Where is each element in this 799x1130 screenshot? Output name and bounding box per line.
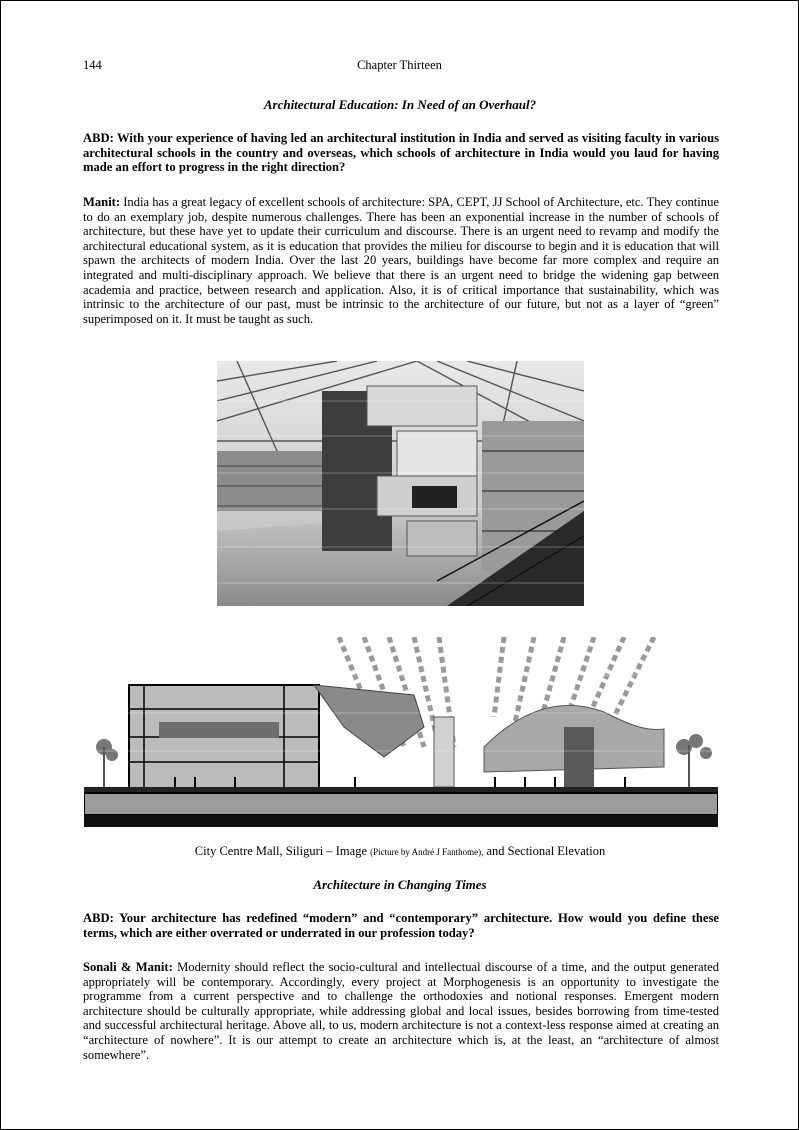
answer-2-speaker: Sonali & Manit: [83, 960, 178, 974]
sectional-elevation-drawing [84, 637, 718, 827]
page-number: 144 [83, 58, 102, 72]
caption-main: City Centre Mall, Siliguri – Image [194, 844, 371, 858]
answer-2 [83, 960, 719, 1062]
caption-end: and Sectional Elevation [483, 844, 606, 858]
figure-caption [83, 844, 717, 859]
atrium-photograph [217, 361, 584, 606]
question-1: ABD: With your experience of having led an architectural institution in India and served as visiting faculty in various architectural schools in the country and overseas, which schools of architecture in India would you laud for having made an effort to progress in the right direction? [83, 131, 719, 175]
answer-2-text: Modernity should reflect the socio-cultural and intellectual discourse of a time, and the output generated appropriately will be contemporary. Accordingly, every project at Morphogenesis is an opportunity to investigate the programme from a current perspective and to challenge the orthodoxies and notional responses. Emergent modern architecture should be culturally appropriate, while addressing global and local issues, besides borrowing from time-tested and successful architectural heritage. Above all, to us, modern architecture is not a context-less response aimed at creating an “architecture of nowhere”. It is our attempt to create an architecture which is, at the least, an “architecture of almost somewhere”. [83, 960, 719, 1062]
answer-1-text: India has a great legacy of excellent schools of architecture: SPA, CEPT, JJ School of Architecture, etc. They continue to do an exemplary job, despite numerous challenges. There has been an exponential increase in the number of schools of architecture, but these have yet to update their curriculum and discourse. There is an urgent need to revamp and modify the architectural educational system, as it is education that provides the milieu for discourse to begin and it is education that will spawn the architects of modern India. Over the last 20 years, buildings have become far more complex and require an integrated and multi-disciplinary approach. We believe that there is an urgent need to bridge the widening gap between academia and practice, between research and application. Also, it is of critical importance that sustainability, which was intrinsic to the architecture of our past, must be intrinsic to the architecture of our future, but not as a layer of “green” superimposed on it. It must be taught as such. [83, 195, 719, 326]
question-2: ABD: Your architecture has redefined “modern” and “contemporary” architecture. How would you define these terms, which are either overrated or underrated in our profession today? [83, 911, 719, 940]
section-title-changing-times: Architecture in Changing Times [313, 877, 487, 892]
caption-credit: (Picture by André J Fanthome), [370, 847, 484, 857]
answer-1 [83, 195, 719, 326]
section-title-education: Architectural Education: In Need of an Overhaul? [263, 97, 537, 112]
answer-1-speaker: Manit: [83, 195, 124, 209]
running-head: Chapter Thirteen [357, 58, 442, 72]
